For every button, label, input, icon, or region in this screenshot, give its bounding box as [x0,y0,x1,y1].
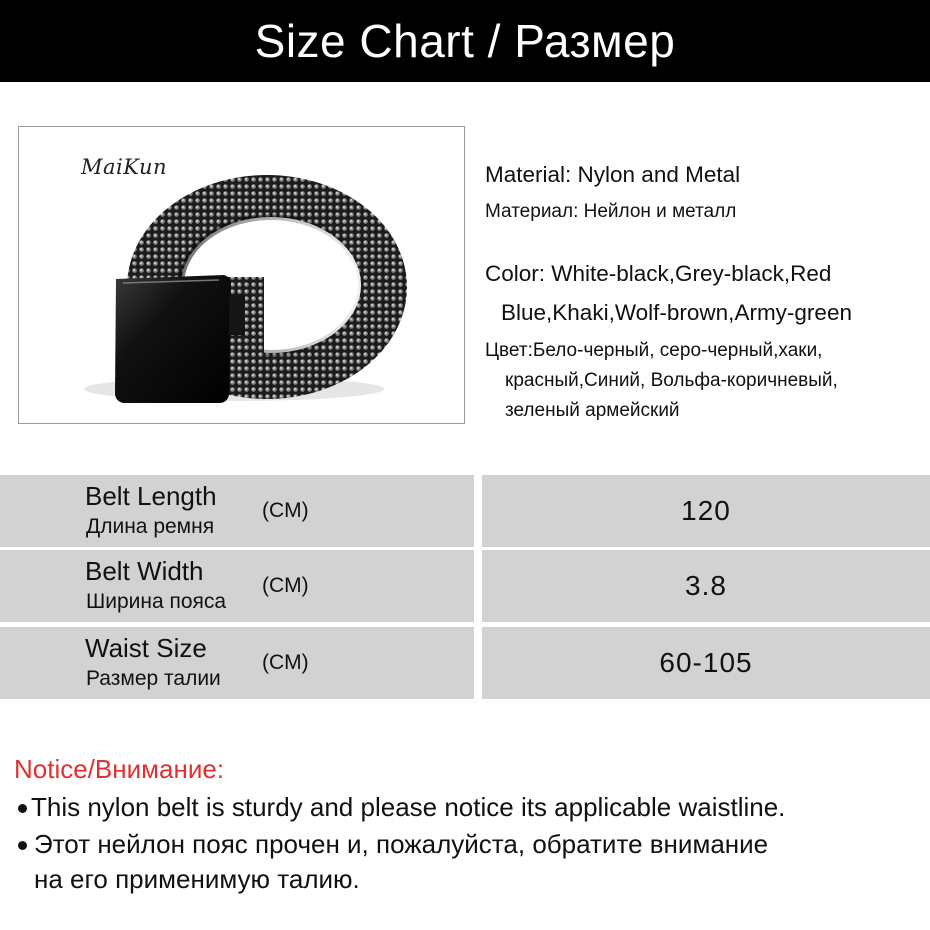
spec-value: 60-105 [659,647,753,678]
spec-label-en: Belt Length [85,481,217,511]
spec-unit: (CM) [262,651,309,674]
brand-logo: MaiKun [81,155,168,179]
material-ru: Материал: Нейлон и металл [485,201,737,222]
notice-text-en: This nylon belt is sturdy and please notice its applicable waistline. [31,792,786,822]
spec-unit: (CM) [262,499,309,522]
spec-label-cell [0,475,474,547]
page-title: Size Chart / Размер [254,15,676,67]
spec-value: 120 [681,495,731,526]
spec-value-cell [482,475,930,547]
notice-text-ru-1: Этот нейлон пояс прочен и, пожалуйста, обратите внимание [34,829,769,859]
spec-row-waist-size [0,627,930,699]
spec-value-cell [482,550,930,622]
spec-label-ru: Размер талии [86,667,221,690]
spec-row-belt-width [0,550,930,622]
color-ru-2: красный,Синий, Вольфа-коричневый, [505,370,838,391]
product-photo [18,126,465,424]
color-en-2: Blue,Khaki,Wolf-brown,Army-green [501,300,852,325]
spec-label-en: Waist Size [85,633,207,663]
spec-label-cell [0,627,474,699]
spec-label-ru: Длина ремня [86,515,215,538]
black-buckle-icon [115,275,245,403]
spec-label-cell [0,550,474,622]
spec-value: 3.8 [685,570,727,601]
color-ru-1: Цвет:Бело-черный, серо-черный,хаки, [485,340,823,361]
spec-label-en: Belt Width [85,556,204,586]
notice-text-ru-2: на его применимую талию. [34,864,360,894]
color-ru-3: зеленый армейский [505,400,680,421]
spec-value-cell [482,627,930,699]
header-bar [0,0,930,82]
material-en: Material: Nylon and Metal [485,162,741,187]
notice-title: Notice/Внимание: [14,754,225,784]
spec-label-ru: Ширина пояса [86,590,227,613]
bullet-icon [18,841,27,850]
spec-unit: (CM) [262,574,309,597]
bullet-icon [18,804,27,813]
color-en-1: Color: White-black,Grey-black,Red [485,261,832,286]
spec-row-belt-length [0,475,930,547]
